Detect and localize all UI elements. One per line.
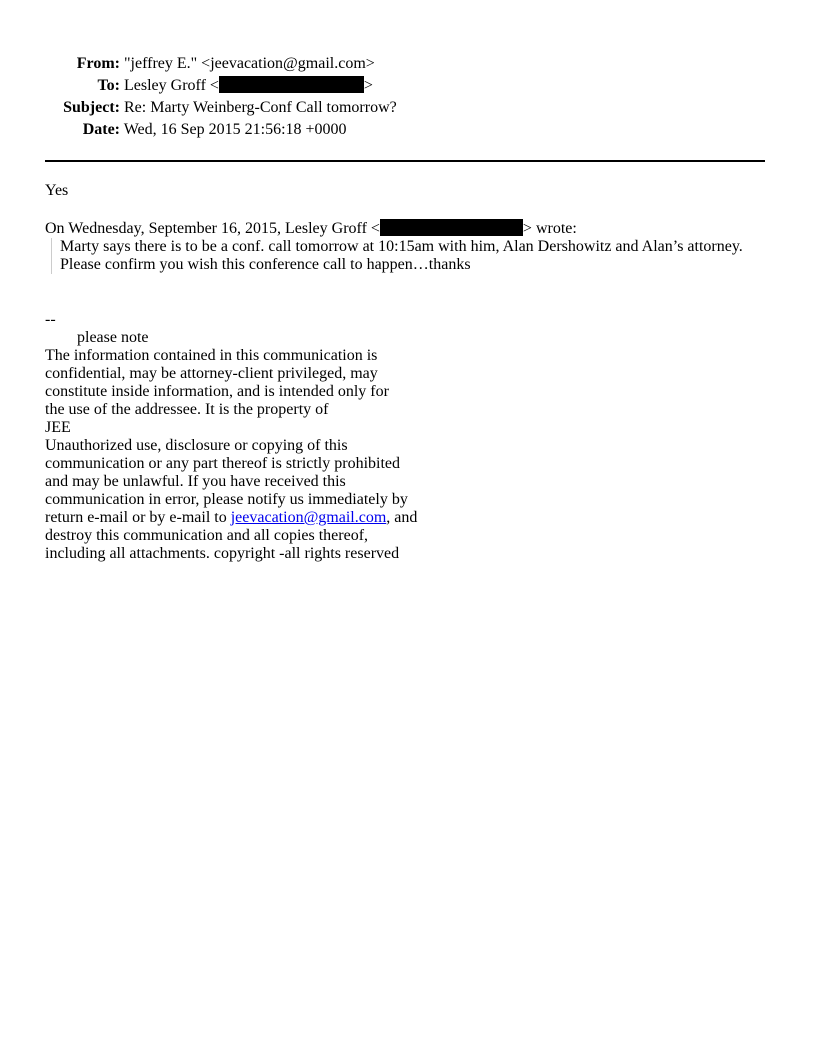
attribution-prefix: On Wednesday, September 16, 2015, Lesley Groff <: [45, 220, 380, 237]
email-link[interactable]: jeevacation@gmail.com: [230, 509, 387, 526]
disclaimer-line: confidential, may be attorney-client privileged, may: [45, 365, 378, 382]
redaction-box: [219, 76, 364, 93]
disclaimer-line: and may be unlawful. If you have received this: [45, 473, 346, 490]
to-close: >: [363, 77, 373, 94]
disclaimer-line: destroy this communication and all copies thereof,: [45, 527, 369, 544]
disclaimer-line: communication or any part thereof is strictly prohibited: [45, 455, 401, 472]
disclaimer-line: The information contained in this communication is: [45, 347, 378, 364]
subject-row: [45, 97, 397, 119]
signature-note: please note: [77, 329, 149, 346]
attribution-suffix: > wrote:: [522, 220, 577, 237]
disclaimer-line: the use of the addressee. It is the property of: [45, 401, 329, 418]
return-suffix: , and: [386, 509, 418, 526]
to-name: Lesley Groff <: [124, 77, 219, 94]
subject-value: Re: Marty Weinberg-Conf Call tomorrow?: [124, 99, 397, 116]
quote-attribution: [45, 219, 775, 238]
to-row: [45, 75, 397, 97]
header-divider: [45, 160, 765, 162]
quote-line: Please confirm you wish this conference call to happen…thanks: [60, 256, 471, 273]
date-label: Date:: [82, 121, 120, 138]
disclaimer-line: constitute inside information, and is intended only for: [45, 383, 389, 400]
signature-block: [45, 311, 775, 563]
subject-label: Subject:: [63, 99, 120, 116]
from-label: From:: [76, 55, 120, 72]
return-prefix: return e-mail or by e-mail to: [45, 509, 231, 526]
disclaimer-line: JEE: [45, 419, 71, 436]
disclaimer-line: Unauthorized use, disclosure or copying of this: [45, 437, 348, 454]
date-value: Wed, 16 Sep 2015 21:56:18 +0000: [123, 121, 347, 138]
date-row: [45, 119, 397, 141]
from-row: [45, 53, 397, 75]
disclaimer-line: [45, 509, 775, 527]
quoted-message: [51, 238, 775, 274]
disclaimer: [45, 347, 775, 563]
quote-line: Marty says there is to be a conf. call tomorrow at 10:15am with him, Alan Dershowitz and Alan’s attorney.: [60, 238, 743, 255]
disclaimer-line: communication in error, please notify us immediately by: [45, 491, 408, 508]
signature-separator: --: [45, 311, 56, 328]
reply-text: Yes: [45, 182, 69, 199]
disclaimer-line: including all attachments. copyright -all rights reserved: [45, 545, 400, 562]
email-body: [45, 182, 775, 563]
to-label: To:: [97, 77, 120, 94]
email-header: [45, 53, 397, 141]
from-value: "jeffrey E." <jeevacation@gmail.com>: [124, 55, 375, 72]
redaction-box: [380, 219, 523, 236]
